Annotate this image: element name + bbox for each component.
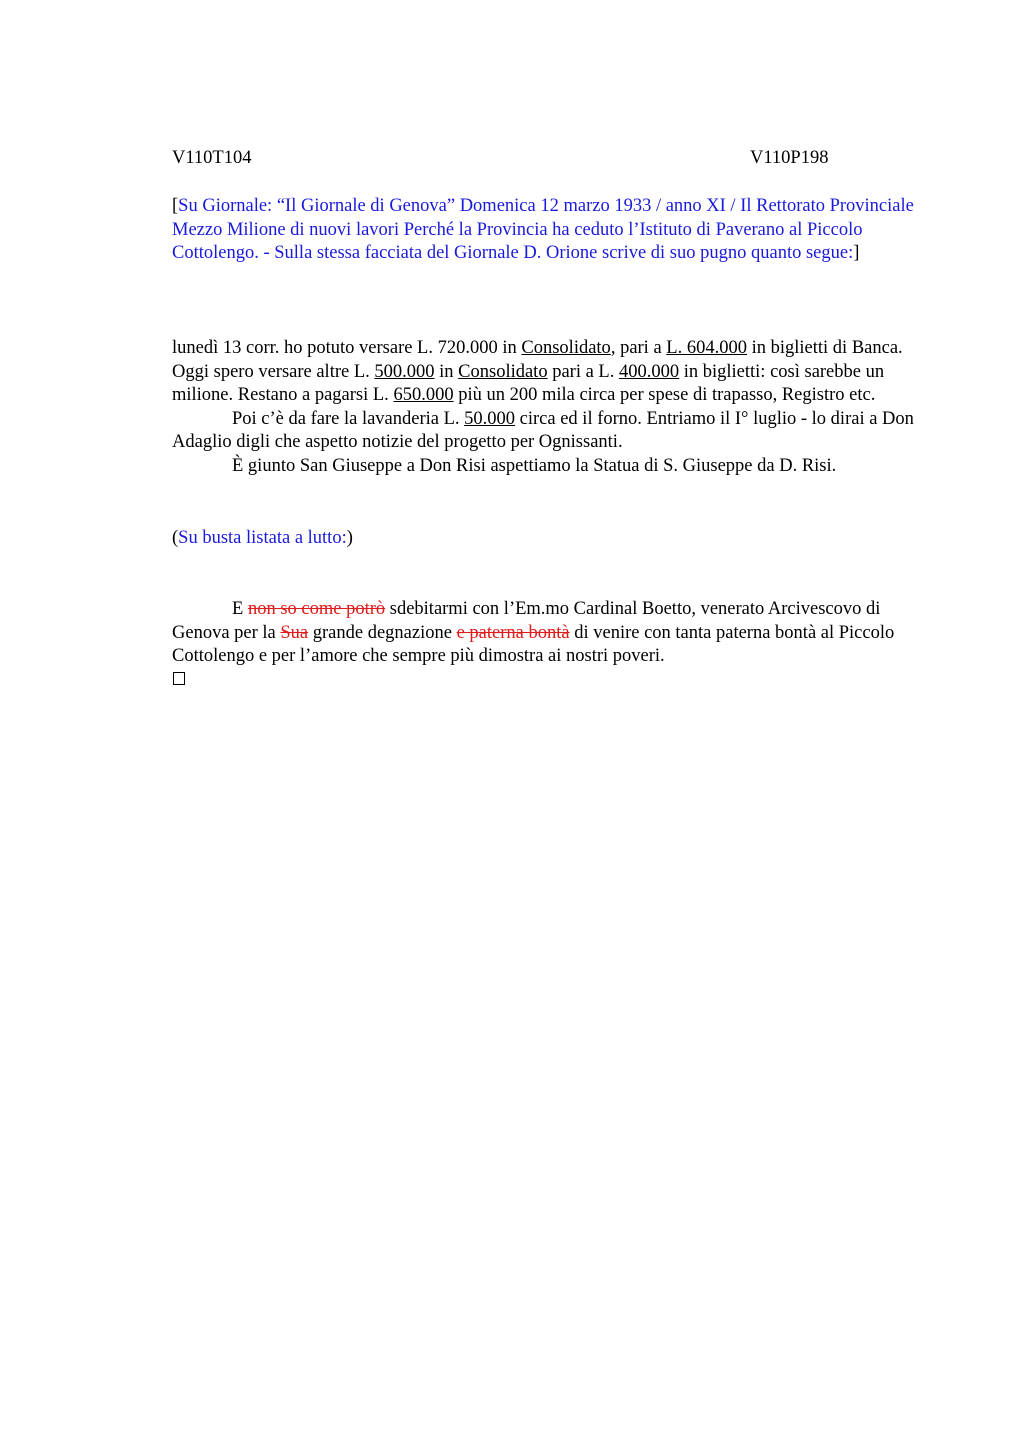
text-run: di venire con tanta paterna bontà al Piccolo Cottolengo e per l’amore che sempre più dimostra ai nostri poveri. [172,622,895,666]
note-open-bracket: [ [172,196,179,216]
envelope-open-paren: ( [172,528,179,548]
text-run: grande degnazione [308,622,457,643]
underlined-run: 50.000 [464,408,516,429]
text-run: in biglietti di Banca. Oggi spero versare altre L. [172,338,903,382]
text-run: Poi c’è da fare la lavanderia L. [232,408,465,429]
note-close-bracket: ] [853,243,860,263]
letter-paragraph-1 [172,337,932,408]
closing-text [172,598,932,669]
letter-paragraph-2 [172,408,932,455]
text-run: , pari a [610,338,667,358]
deleted-text: Sua [280,622,309,643]
underlined-run: L. 604.000 [666,338,747,358]
underlined-run: Consolidato [458,361,548,382]
text-run: circa ed il forno. Entriamo il I° luglio - lo dirai a Don Adaglio digli che aspetto notizie del progetto per Ognissanti. [172,408,914,452]
editorial-note [172,195,932,266]
envelope-note [172,527,932,551]
text-run: pari a L. [547,361,619,382]
text-run: E [232,599,248,619]
deleted-text: non so come potrò [247,599,386,619]
text-run: sdebitarmi con l’Em.mo Cardinal Boetto, venerato Arcivescovo di Genova per la [172,599,881,643]
deleted-text: e paterna bontà [456,622,570,643]
document-code-right: V110P198 [750,148,829,168]
underlined-run: 400.000 [618,361,680,382]
note-text: Su Giornale: “Il Giornale di Genova” Domenica 12 marzo 1933 / anno XI / Il Rettorato Provinciale Mezzo Milione di nuovi lavori Perché la Provincia ha ceduto l’Istituto di Paverano al Piccolo Cottolengo. - Sulla stessa facciata del Giornale D. Orione scrive di suo pugno quanto segue: [172,196,914,263]
text-run: lunedì 13 corr. ho potuto versare L. 720.000 in [172,338,522,358]
document-code-left: V110T104 [172,148,252,168]
underlined-run: 650.000 [393,385,454,405]
end-marker-box-icon [173,672,185,685]
underlined-run: 500.000 [374,361,435,382]
envelope-note-text: Su busta listata a lutto: [178,528,347,548]
letter-body [172,337,932,478]
envelope-close-paren: ) [346,528,353,548]
text-run: più un 200 mila circa per spese di trapasso, Registro etc. [453,385,876,405]
text-run: in biglietti: così sarebbe un milione. Restano a pagarsi L. [172,361,885,405]
underlined-run: Consolidato [521,338,611,358]
letter-paragraph-3: È giunto San Giuseppe a Don Risi aspettiamo la Statua di S. Giuseppe da D. Risi. [232,455,837,476]
text-run: in [434,361,459,382]
